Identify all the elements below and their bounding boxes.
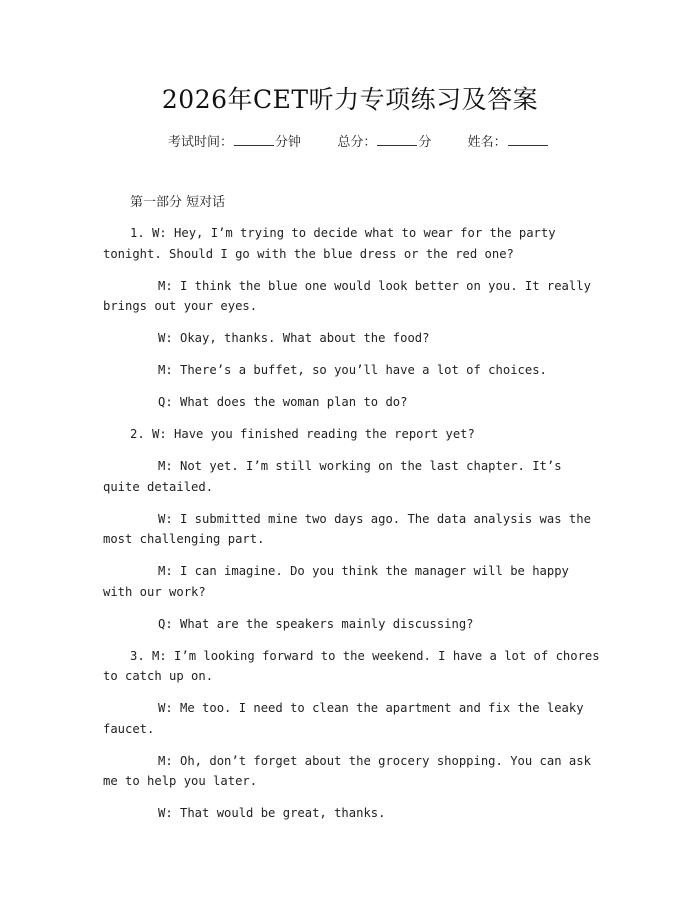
dialogue-line: M: There’s a buffet, so you’ll have a lot of choices.	[158, 363, 547, 377]
name-label: 姓名：	[467, 135, 507, 150]
dialogue-line: 2. W: Have you finished reading the report yet?	[130, 427, 475, 441]
dialogue-line: W: I submitted mine two days ago. The data analysis was the most challenging part.	[103, 511, 591, 546]
dialogue-line: 1. W: Hey, I’m trying to decide what to wear for the party tonight. Should I go with the blue dress or the red one?	[103, 226, 556, 261]
document-title: 2026年CET听力专项练习及答案	[161, 85, 539, 114]
dialogue-line: W: Okay, thanks. What about the food?	[158, 331, 430, 345]
dialogue-line: W: That would be great, thanks.	[158, 806, 386, 820]
dialogue-content	[103, 223, 603, 835]
time-blank	[234, 133, 274, 146]
score-label: 总分：	[337, 135, 377, 150]
score-unit: 分	[418, 135, 432, 150]
time-label: 考试时间：	[168, 135, 234, 150]
question-line: Q: What does the woman plan to do?	[158, 395, 408, 409]
score-blank	[377, 133, 417, 146]
dialogue-line: W: Me too. I need to clean the apartment and fix the leaky faucet.	[103, 701, 584, 736]
dialogue-line: M: Not yet. I’m still working on the last chapter. It’s quite detailed.	[103, 459, 562, 494]
dialogue-line: M: I can imagine. Do you think the manager will be happy with our work?	[103, 564, 569, 599]
section-heading: 第一部分 短对话	[130, 195, 226, 210]
time-unit: 分钟	[275, 135, 302, 150]
dialogue-line: 3. M: I’m looking forward to the weekend. I have a lot of chores to catch up on.	[103, 648, 600, 683]
dialogue-line: M: I think the blue one would look better on you. It really brings out your eyes.	[103, 278, 591, 313]
question-line: Q: What are the speakers mainly discussing?	[158, 616, 474, 631]
dialogue-line: M: Oh, don’t forget about the grocery shopping. You can ask me to help you later.	[103, 753, 591, 788]
exam-meta-line	[168, 131, 549, 150]
name-blank	[508, 133, 548, 146]
